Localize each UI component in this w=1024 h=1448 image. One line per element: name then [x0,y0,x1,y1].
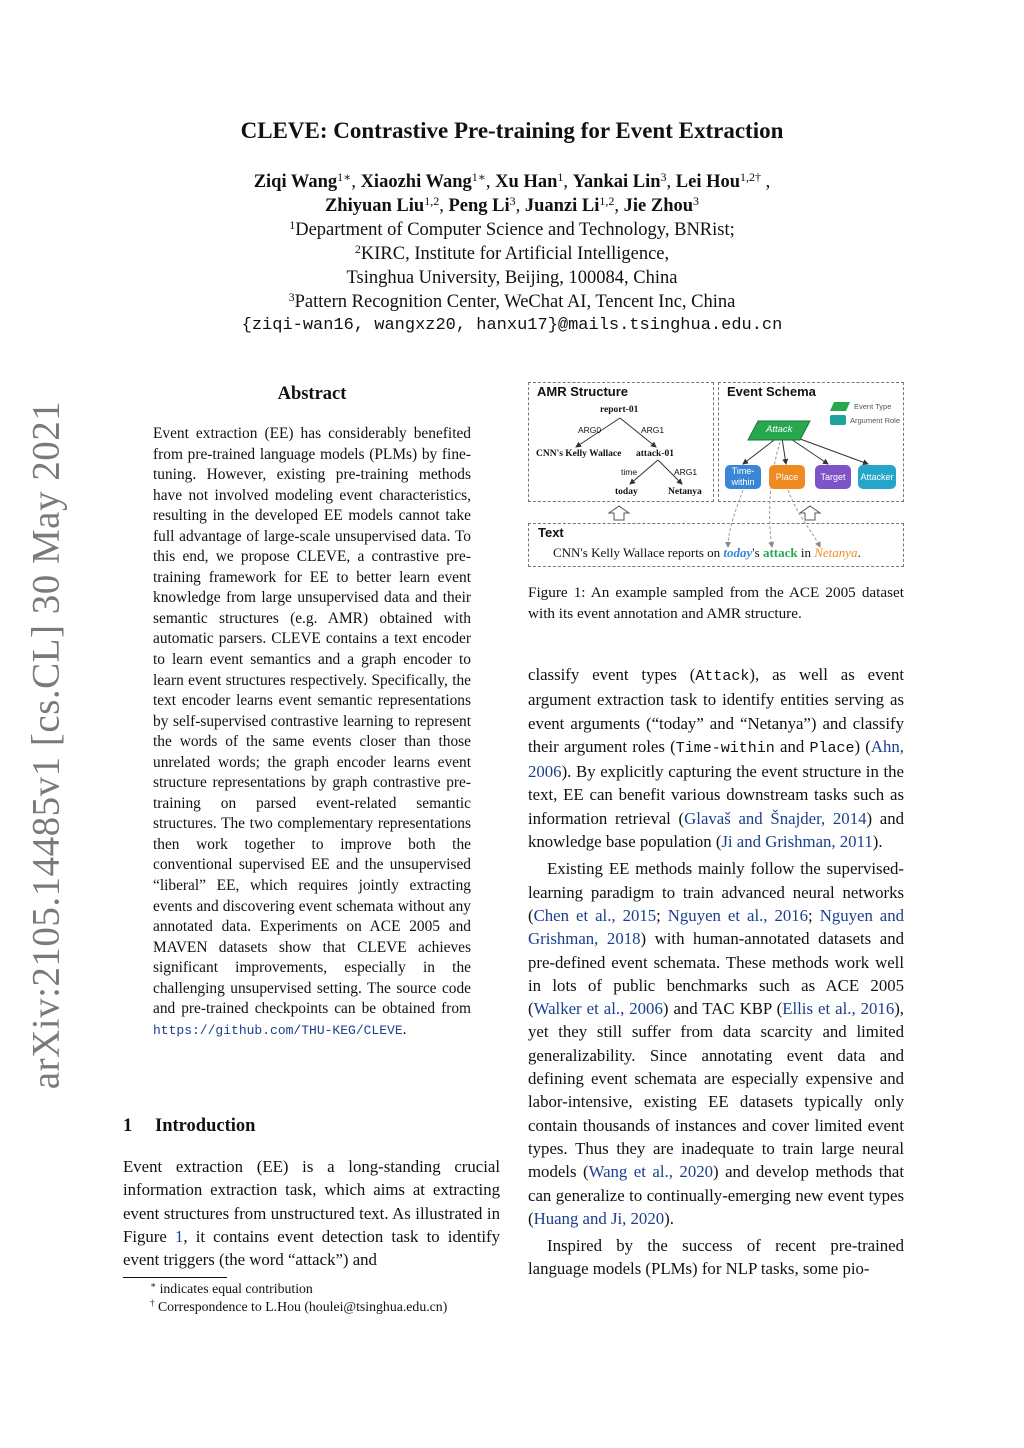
affil-sup: 3 [288,290,295,304]
author-name: Lei Hou [675,172,741,192]
citation-link[interactable]: Glavaš and Šnajder, 2014 [684,808,867,828]
text-run: , it contains event detection task to identify event triggers (the word “attack”) and [123,1226,500,1270]
affil-sup: 2 [354,242,361,256]
figure-1 [528,382,904,568]
author-sup: 3 [660,170,667,184]
text-run: ) with human-annotated datasets and pre-defined event schemata. These methods work well in lots of public benchmarks such as ACE 2005 ( [528,929,904,1019]
amr-title: AMR Structure [537,384,629,399]
paragraph [528,663,904,853]
author-sup: 3 [693,194,700,208]
affiliation-2b: Tsinghua University, Beijing, 100084, China [346,268,678,288]
text-run: CNN's Kelly Wallace reports on [553,545,724,560]
schema-edge [743,437,778,464]
text-run: ). [872,832,883,852]
legend-argument-role: Argument Role [850,416,901,425]
amr-root: report-01 [600,405,639,415]
schema-title: Event Schema [727,384,816,399]
citation-link[interactable]: Ahn, 2006 [528,736,905,782]
role-attacker: Attacker [858,465,896,489]
author-name: Xiaozhi Wang [360,172,472,192]
text-run: in [797,545,815,560]
trigger-attack: attack [762,545,798,560]
role-target: Target [815,465,851,489]
amr-edge-label: ARG1 [674,467,698,477]
author-name: Peng Li [448,196,510,216]
text-run: and [774,736,810,756]
author-sup: 1∗ [471,170,486,184]
affil-text: KIRC, Institute for Artificial Intelligence, [360,244,670,264]
amr-node-netanya: Netanya [668,487,702,497]
affil-text: Pattern Recognition Center, WeChat AI, Tencent Inc, China [294,292,736,312]
code-term: Attack [695,668,750,685]
amr-node-today: today [615,487,638,497]
section-heading-introduction [123,1116,255,1137]
up-arrow-icon [800,506,820,520]
author-name: Yankai Lin [572,172,661,192]
author-name: Xu Han [495,172,558,192]
text-run: classify event types ( [528,665,696,684]
footnote-1 [150,1280,313,1297]
text-run: ) and TAC KBP ( [662,999,783,1019]
citation-link[interactable]: Ji and Grishman, 2011 [721,832,873,852]
intro-paragraph [123,1155,500,1271]
text-run: Event extraction (EE) is a long-standing crucial information extraction task, which aims at extracting event structures from unstructured text. As illustrated in Figure [123,1157,500,1246]
citation-link[interactable]: Chen et al., 2015 [533,905,657,925]
schema-edge [782,438,786,464]
event-type-label: Attack [766,424,793,435]
text-run: ), yet they still suffer from data scarcity and limited generalizability. Since annotating event data and defining event schemata are especially expensive and labor-intensive, existing EE datasets typically only contain thousands of instances and cover limited event types. Thus they are inadequate to train large neural models ( [528,999,905,1182]
code-link[interactable]: https://github.com/THU-KEG/CLEVE [153,1022,403,1038]
footnote-text: indicates equal contribution [159,1281,313,1296]
arg-today: today [723,545,753,560]
text-run: ), as well as event argument extraction task to identify entities serving as event arguments (“today” and “Netanya”) and classify their argument roles ( [528,665,904,756]
text-run: ; [808,905,820,925]
author-block [150,170,874,338]
text-run: . [857,545,861,560]
footnote-text: Correspondence to L.Hou (houlei@tsinghua.edu.cn) [157,1299,448,1314]
section-number: 1 [123,1116,133,1136]
text-run: ) and develop methods that can generalize to continually-emerging new event types ( [528,1162,904,1228]
citation-link[interactable]: Nguyen and Grishman, 2018 [528,905,905,949]
example-sentence [553,545,861,561]
link-attack [770,442,780,547]
role-place: Place [769,465,805,489]
text-run: ). [664,1208,674,1228]
author-name: Ziqi Wang [253,172,338,192]
section-title: Introduction [155,1116,256,1136]
text-run: Existing EE methods mainly follow the supervised-learning paradigm to train advanced neural networks ( [528,859,904,925]
abstract-end: . [402,1020,407,1038]
author-sup: 1,2† [740,170,762,184]
footnote-mark: ∗ [150,1280,157,1290]
citation-link[interactable]: Nguyen et al., 2016 [667,905,809,925]
figure-ref-link[interactable]: 1 [174,1226,184,1246]
footnote-2 [150,1298,447,1315]
right-column [528,663,904,1285]
text-run: ; [656,905,668,925]
author-sup: 3 [509,194,516,208]
text-run: ) and knowledge base population ( [528,808,905,852]
code-term: Time-within [675,739,775,757]
author-name: Juanzi Li [524,196,600,216]
link-today [728,490,743,547]
schema-edge [792,436,868,464]
amr-edge-label: ARG0 [578,425,602,435]
amr-node-attack: attack-01 [636,449,674,459]
amr-edge-label: time [621,467,638,477]
citation-link[interactable]: Huang and Ji, 2020 [533,1208,665,1228]
author-sup: 1,2 [599,194,615,208]
affil-sup: 1 [289,218,296,232]
abstract-text: Event extraction (EE) has considerably benefited from pre-trained language models (PLMs) by fine-tuning. However, existing pre-training methods have not involved modeling event characteristics, resulting in the developed EE models cannot take full advantage of large-scale unsupervised data. To this end, we propose CLEVE, a contrastive pre-training framework for EE to better learn event knowledge from large unsupervised data and their semantic structures (e.g. AMR) obtained with automatic parsers. CLEVE contains a text encoder to learn event semantics and a graph encoder to learn event structures respectively. Specifically, the text encoder learns event semantic representations by self-supervised contrastive learning to represent the words of the same events closer than those unrelated words; the graph encoder learns event structure representations by graph contrastive pre-training on parsed event-related semantic structures. The two complementary representations then work together to improve both the conventional supervised EE and the unsupervised “liberal” EE, which requires jointly extracting events and discovering event schemata without any annotated data. Experiments on ACE 2005 and MAVEN datasets show that CLEVE achieves significant improvements, especially in the challenging unsupervised setting. The source code and pre-trained checkpoints can be obtained from [153,425,471,1018]
paper-title: CLEVE: Contrastive Pre-training for Event Extraction [240,118,784,143]
footnote-rule [123,1277,227,1278]
author-name: Jie Zhou [623,196,694,216]
citation-link[interactable]: Wang et al., 2020 [588,1162,713,1182]
author-sup: 1 [557,170,564,184]
legend-argument-role-swatch [830,415,846,425]
amr-node-agent: CNN's Kelly Wallace [536,449,622,459]
author-sup: 1,2 [424,194,440,208]
text-run: 's [752,545,763,560]
figure-caption: Figure 1: An example sampled from the ACE 2005 dataset with its event annotation and AMR structure. [528,584,904,622]
role-time-within: Time-within [725,465,761,489]
author-line-2: Zhiyuan Liu$^{1,2}$, Peng Li$^3$, Juanzi Li$^{1,2}$, Jie Zhou$^3$ [324,194,700,216]
legend-event-type-swatch [830,402,850,411]
paragraph [528,857,904,1230]
abstract-body [153,424,471,1041]
affil-text: Department of Computer Science and Technology, BNRist; [295,220,735,240]
paragraph: Inspired by the success of recent pre-trained language models (PLMs) for NLP tasks, some pio- [528,1236,904,1279]
author-sup: 1∗ [337,170,352,184]
up-arrow-icon [609,506,629,520]
footnote-mark: † [150,1298,155,1308]
affiliation-3 [150,290,874,314]
text-run: ). By explicitly capturing the event structure in the text, EE can benefit various downstream tasks such as information retrieval ( [528,762,904,828]
code-term: Place [809,739,855,757]
schema-edge [788,437,828,464]
author-line-1: Ziqi Wang$^{1∗}$, Xiaozhi Wang$^{1∗}$, Xu Han$^1$, Yankai Lin$^3$, Lei Hou$^{1,2\dagger}$ , [253,170,771,192]
text-run: ) ( [854,736,871,756]
abstract-heading: Abstract [277,384,347,404]
email-line: {ziqi-wan16, wangxz20, hanxu17}@mails.tsinghua.edu.cn [241,316,783,335]
affiliation-1 [150,218,874,242]
citation-link[interactable]: Ellis et al., 2016 [782,999,895,1019]
legend-event-type: Event Type [854,402,892,411]
author-name: Zhiyuan Liu [324,196,425,216]
text-title: Text [538,525,564,540]
arg-netanya: Netanya [814,545,858,560]
amr-edge-label: ARG1 [641,425,665,435]
arxiv-stamp: arXiv:2105.14485v1 [cs.CL] 30 May 2021 [24,400,68,1090]
citation-link[interactable]: Walker et al., 2006 [533,999,663,1019]
affiliation-2 [150,242,874,266]
